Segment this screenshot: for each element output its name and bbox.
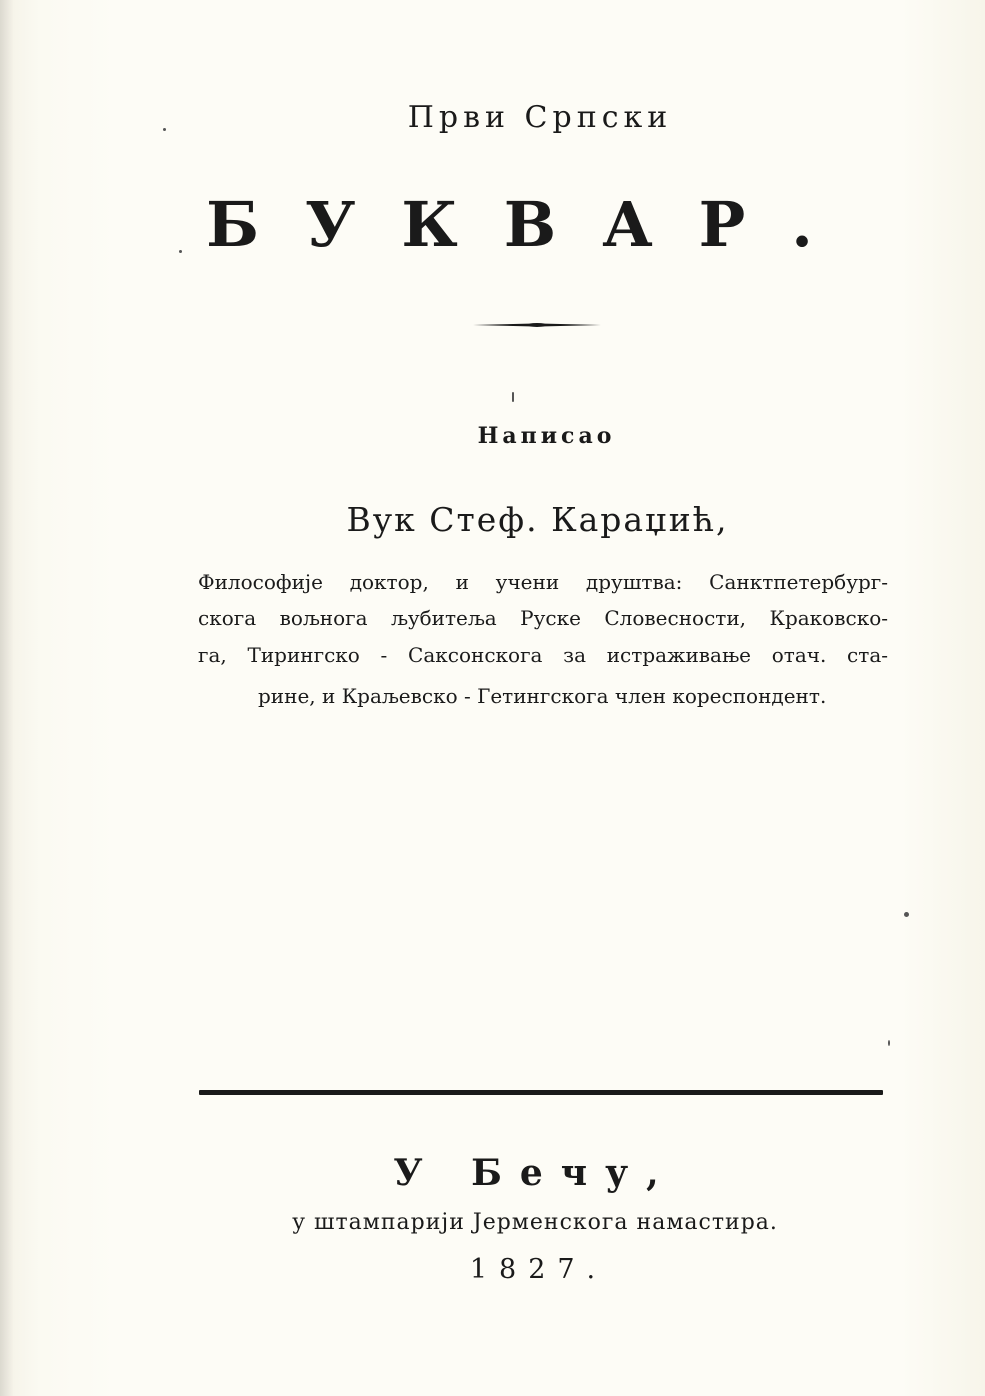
author-description-line: скога вољнога љубитеља Руске Словесности, Краковско- [198, 606, 888, 630]
author-description-line: рине, и Краљевско - Гетингскога член кореспондент. [258, 684, 827, 708]
place-of-publication: У Бечу, [393, 1152, 677, 1194]
paper-speck [904, 912, 909, 917]
paper-speck [888, 1040, 890, 1046]
paper-speck [512, 392, 514, 402]
author-description-line: Философије доктор, и учени друштва: Санктпетербург- [198, 570, 888, 594]
written-by-label: Написао [477, 423, 616, 449]
horizontal-rule [199, 1090, 883, 1095]
author-description-line: га, Тирингско - Саксонскога за истраживање отач. ста- [198, 643, 888, 667]
ornament-divider [473, 321, 601, 329]
paper-speck [179, 250, 182, 253]
subtitle: Први Српски [407, 100, 673, 135]
printer-line: у штампарији Јерменскога намастира. [292, 1210, 778, 1235]
paper-speck [163, 128, 166, 131]
publication-year: 1827. [469, 1254, 608, 1285]
author-name: Вук Стеф. Караџић, [346, 500, 729, 539]
book-title: БУКВАР. [206, 188, 859, 261]
